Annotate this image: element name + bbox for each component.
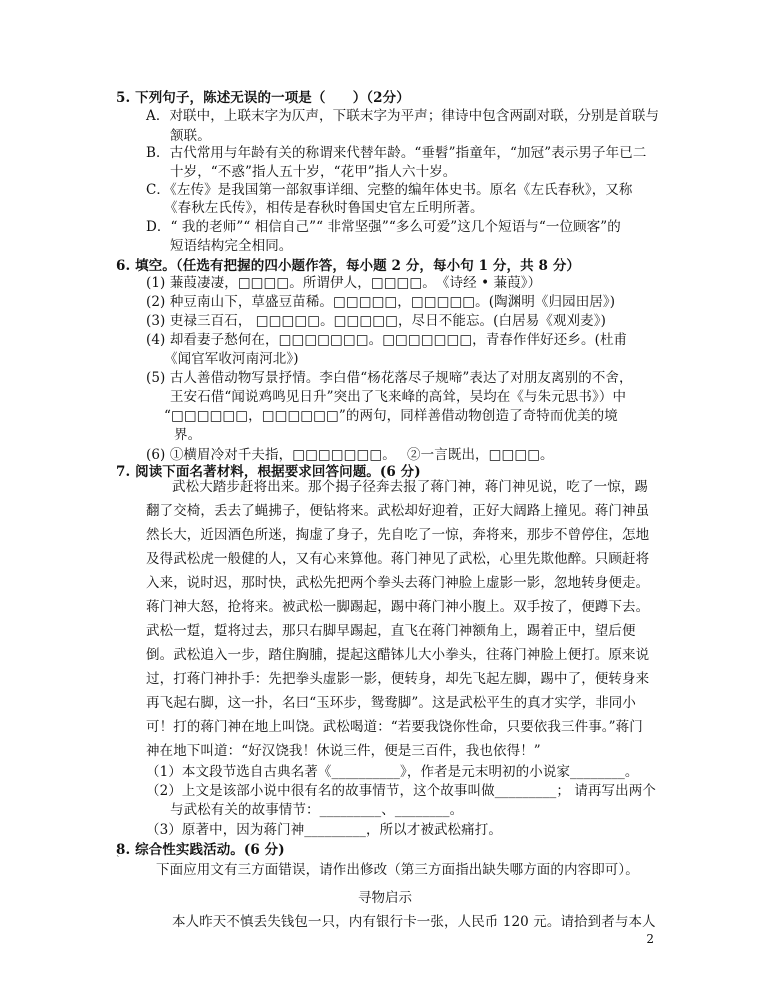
q7-passage-line: 及得武松虎一般健的人，又有心来算他。蒋门神见了武松，心里先欺他醉。只顾赶将 xyxy=(146,551,650,567)
q8-intro: 下面应用文有三方面错误，请作出修改（第三方面指出缺失哪方面的内容即可）。 xyxy=(156,862,639,878)
q6-item-5-line3: “□□□□□□，□□□□□□”的两句，同样善借动物创造了奇特而优美的境 xyxy=(164,408,618,424)
q7-passage-line: 入来，说时迟，那时快，武松先把两个拳头去蒋门神脸上虚影一影，忽地转身便走。 xyxy=(146,575,650,591)
q6-item-4-line1: (4) 却看妻子愁何在，□□□□□□□。□□□□□□□，青春作伴好还乡。(杜甫 xyxy=(146,332,628,348)
q5-option-b-line1: B．古代常用与年龄有关的称谓来代替年龄。“垂髫”指童年，“加冠”表示男子年已二 xyxy=(146,145,647,161)
q6-item-5-line2: 王安石借“闻说鸡鸣见日升”突出了飞来峰的高耸，吴均在《与朱元思书》）中 xyxy=(170,389,627,405)
q7-subquestion-3: （3）原著中，因为蒋门神_________，所以才被武松痛打。 xyxy=(146,822,502,838)
notice-body: 本人昨天不慎丢失钱包一只，内有银行卡一张，人民币 120 元。请拾到者与本人 xyxy=(172,914,656,930)
q7-passage-line: 然长大，近因酒色所迷，掏虚了身子，先自吃了一惊，奔将来，那步不曾停住，怎地 xyxy=(146,527,650,543)
stray-mark: ` xyxy=(116,856,121,866)
q6-item-1: (1) 蒹葭凄凄，□□□□。所谓伊人，□□□□。 《诗经 • 蒹葭》） xyxy=(146,275,542,291)
q7-passage-line: 再飞起右脚，这一扑，名曰“玉环步，鸳鸯脚”。这是武松平生的真才实学，非同小 xyxy=(146,695,637,711)
q7-passage-line: 神在地下叫道：“好汉饶我！休说三件，便是三百件，我也依得！” xyxy=(146,743,541,759)
q7-passage-line: 过，打蒋门神扑手：先把拳头虚影一影，便转身，却先飞起左脚，踢中了，便转身来 xyxy=(146,671,650,687)
q6-item-3: (3) 吏禄三百石， □□□□□。□□□□□，尽日不能忘。(白居易《观刈麦》) xyxy=(146,313,606,329)
q6-item-5-line4: 界。 xyxy=(174,427,202,443)
q5-option-d-line1: D．“ 我的老师”“ 相信自己”“ 非常坚强”“多么可爱”这几个短语与“一位顾客”的 xyxy=(146,219,621,235)
q7-subquestion-2-line1: （2）上文是该部小说中很有名的故事情节，这个故事叫做_________； 请再写出两个 xyxy=(146,783,656,799)
q7-subquestion-1: （1）本文段节选自古典名著《__________》，作者是元末明初的小说家________。 xyxy=(146,764,639,780)
q6-item-4-line2: 《闻官军收河南河北》) xyxy=(164,351,299,367)
q5-option-c-line1: C．《左传》是我国第一部叙事详细、完整的编年体史书。原名《左氏春秋》，又称 xyxy=(146,182,633,198)
q7-passage-line: 倒。武松追入一步，踏住胸脯，提起这醋钵儿大小拳头，往蒋门神脸上便打。原来说 xyxy=(146,647,650,663)
q7-passage-line: 蒋门神大怒，抢将来。被武松一脚踢起，踢中蒋门神小腹上。双手按了，便蹲下去。 xyxy=(146,599,650,615)
page-number: 2 xyxy=(646,932,654,946)
notice-heading: 寻物启示 xyxy=(358,890,412,906)
q5-title: 5. 下列句子，陈述无误的一项是（ ）（2分） xyxy=(116,90,410,106)
q6-item-2: (2) 种豆南山下，草盛豆苗稀。□□□□□，□□□□□。(陶渊明《归园田居》) xyxy=(146,294,616,310)
q5-option-b-line2: 十岁，“不惑”指人五十岁，“花甲”指人六十岁。 xyxy=(170,164,457,180)
q7-passage-line: 武松一踅，踅将过去，那只右脚早踢起，直飞在蒋门神额角上，踢着正中，望后便 xyxy=(146,623,636,639)
q7-title: 7. 阅读下面名著材料，根据要求回答问题。(6 分) xyxy=(116,464,421,480)
q6-title: 6. 填空。（任选有把握的四小题作答，每小题 2 分，每小句 1 分，共 8 分） xyxy=(116,258,581,274)
q5-option-a-line1: A．对联中，上联末字为仄声，下联末字为平声；律诗中包含两副对联，分别是首联与 xyxy=(146,108,660,124)
q7-passage-line: 武松大踏步赶将出来。那个揭子径奔去报了蒋门神，蒋门神见说，吃了一惊，踢 xyxy=(172,479,648,495)
q6-item-6: (6) ①横眉冷对千夫指，□□□□□□□。 ②一言既出，□□□□。 xyxy=(146,447,554,463)
q7-subquestion-2-line2: 与武松有关的故事情节：_________、________。 xyxy=(170,802,464,818)
q5-option-a-line2: 颔联。 xyxy=(170,128,211,144)
q6-item-5-line1: (5) 古人善借动物写景抒情。李白借“杨花落尽子规啼”表达了对朋友离别的不舍， xyxy=(146,370,633,386)
q7-passage-line: 翻了交椅，丢去了蝇拂子，便钻将来。武松却好迎着，正好大阔路上撞见。蒋门神虽 xyxy=(146,503,650,519)
q5-option-d-line2: 短语结构完全相同。 xyxy=(170,238,293,254)
q7-passage-line: 可！打的蒋门神在地上叫饶。武松喝道：“若要我饶你性命，只要依我三件事。”蒋门 xyxy=(146,719,643,735)
q5-option-c-line2: 《春秋左氏传》，相传是春秋时鲁国史官左丘明所著。 xyxy=(164,200,484,216)
q8-title: 8. 综合性实践活动。(6 分) xyxy=(116,842,285,858)
